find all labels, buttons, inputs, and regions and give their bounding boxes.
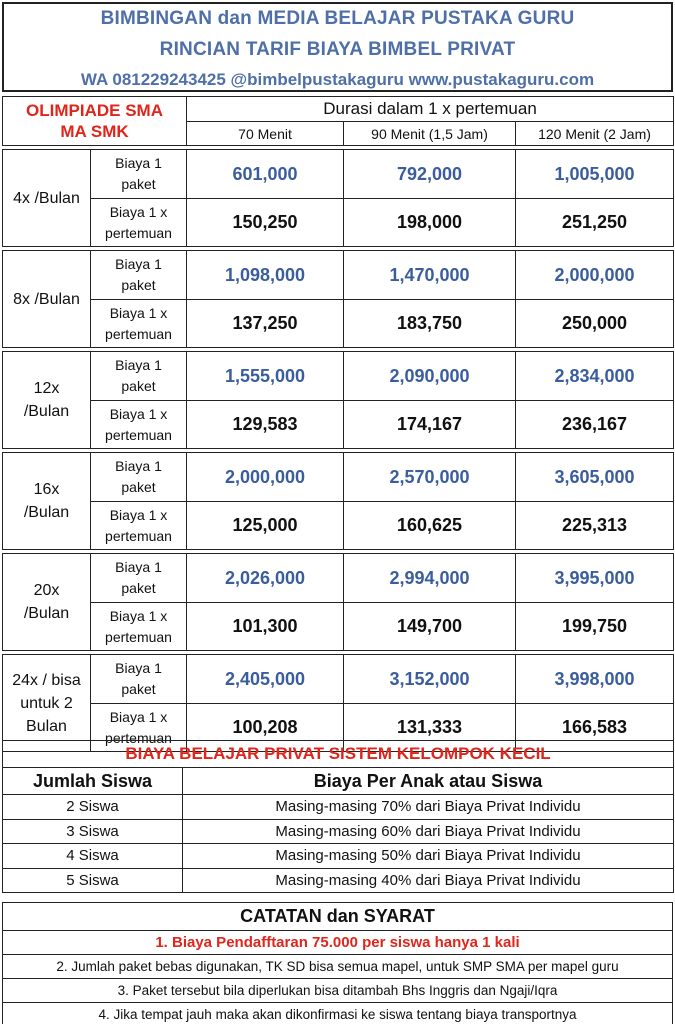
table-row — [3, 251, 674, 300]
session-label-line: Biaya 1 x — [109, 405, 168, 422]
session-label-line: pertemuan — [105, 729, 172, 746]
package-label-line: paket — [121, 277, 156, 293]
session-price: 250,000 — [516, 300, 674, 348]
package-price: 2,994,000 — [344, 554, 516, 603]
session-price: 160,625 — [344, 502, 516, 550]
table-row — [3, 819, 674, 844]
package-cost-label — [91, 352, 187, 401]
table-row — [3, 844, 674, 869]
note-item: 2. Jumlah paket bebas digunakan, TK SD bisa semua mapel, untuk SMP SMA per mapel guru — [3, 955, 673, 979]
table-row — [3, 554, 674, 603]
package-label-line: Biaya 1 — [115, 660, 162, 676]
header-contact: WA 081229243425 @bimbelpustakaguru www.pustakaguru.com — [80, 70, 595, 89]
frequency-label-line: 24x / bisa — [12, 671, 81, 689]
tariff-table — [2, 96, 674, 752]
package-label-line: paket — [121, 176, 156, 192]
group-pricing-table — [2, 740, 674, 893]
frequency-label-line: 20x — [33, 582, 60, 599]
group-cost: Masing-masing 60% dari Biaya Privat Individu — [183, 819, 674, 844]
package-price: 3,152,000 — [344, 655, 516, 704]
session-label-line: Biaya 1 x — [109, 506, 168, 523]
session-label-line: Biaya 1 x — [109, 203, 168, 220]
package-price: 601,000 — [187, 150, 344, 199]
package-label-line: paket — [121, 580, 156, 596]
table-row — [3, 868, 674, 893]
category-line-2: MA SMK — [60, 122, 129, 141]
package-cost-label — [91, 554, 187, 603]
package-label-line: Biaya 1 — [115, 155, 162, 171]
session-label-line: pertemuan — [105, 628, 172, 645]
notes-title: CATATAN dan SYARAT — [3, 903, 673, 931]
group-students: 2 Siswa — [3, 795, 183, 820]
column-70-min: 70 Menit — [187, 122, 344, 146]
session-label-line: pertemuan — [105, 325, 172, 342]
frequency-label-line: 12x — [33, 380, 60, 397]
session-price: 125,000 — [187, 502, 344, 550]
session-price: 251,250 — [516, 199, 674, 247]
note-item: 3. Paket tersebut bila diperlukan bisa ditambah Bhs Inggris dan Ngaji/Iqra — [3, 979, 673, 1003]
frequency-label-line: /Bulan — [23, 605, 70, 622]
table-row — [3, 795, 674, 820]
package-label-line: paket — [121, 378, 156, 394]
frequency-label — [3, 352, 91, 449]
package-price: 1,005,000 — [516, 150, 674, 199]
table-row — [3, 150, 674, 199]
package-cost-label — [91, 251, 187, 300]
note-item: 4. Jika tempat jauh maka akan dikonfirmasi ke siswa tentang biaya transportnya — [3, 1003, 673, 1024]
session-price: 166,583 — [516, 704, 674, 752]
package-label-line: Biaya 1 — [115, 256, 162, 272]
frequency-label-line: /Bulan — [23, 403, 70, 420]
header-subtitle: RINCIAN TARIF BIAYA BIMBEL PRIVAT — [159, 39, 516, 60]
session-price: 225,313 — [516, 502, 674, 550]
package-price: 1,470,000 — [344, 251, 516, 300]
table-row — [3, 655, 674, 704]
session-label-line: Biaya 1 x — [109, 708, 168, 725]
table-row — [3, 453, 674, 502]
table-row — [3, 603, 674, 651]
frequency-label — [3, 554, 91, 651]
session-price: 100,208 — [187, 704, 344, 752]
session-cost-label — [91, 603, 187, 651]
package-price: 2,834,000 — [516, 352, 674, 401]
package-cost-label — [91, 655, 187, 704]
session-label-line: pertemuan — [105, 527, 172, 544]
package-price: 2,570,000 — [344, 453, 516, 502]
session-label-line: Biaya 1 x — [109, 607, 168, 624]
package-label-line: Biaya 1 — [115, 458, 162, 474]
group-col-students: Jumlah Siswa — [3, 768, 183, 795]
frequency-label — [3, 150, 91, 247]
group-students: 3 Siswa — [3, 819, 183, 844]
table-row — [3, 352, 674, 401]
session-price: 199,750 — [516, 603, 674, 651]
session-cost-label — [91, 502, 187, 550]
group-students: 4 Siswa — [3, 844, 183, 869]
package-price: 2,405,000 — [187, 655, 344, 704]
package-cost-label — [91, 150, 187, 199]
session-cost-label — [91, 199, 187, 247]
session-price: 236,167 — [516, 401, 674, 449]
package-price: 1,555,000 — [187, 352, 344, 401]
frequency-label-line: /Bulan — [23, 504, 70, 521]
package-price: 2,090,000 — [344, 352, 516, 401]
table-row — [3, 502, 674, 550]
session-cost-label — [91, 300, 187, 348]
group-cost: Masing-masing 70% dari Biaya Privat Individu — [183, 795, 674, 820]
table-row — [3, 300, 674, 348]
session-label-line: pertemuan — [105, 426, 172, 443]
category-heading — [3, 97, 187, 146]
package-label-line: Biaya 1 — [115, 357, 162, 373]
package-price: 2,000,000 — [187, 453, 344, 502]
frequency-label — [3, 251, 91, 348]
session-price: 174,167 — [344, 401, 516, 449]
package-price: 3,998,000 — [516, 655, 674, 704]
frequency-label-line: Bulan — [26, 717, 67, 735]
frequency-label — [3, 453, 91, 550]
package-price: 2,000,000 — [516, 251, 674, 300]
package-price: 3,995,000 — [516, 554, 674, 603]
session-price: 150,250 — [187, 199, 344, 247]
group-col-cost: Biaya Per Anak atau Siswa — [183, 768, 674, 795]
note-item: 1. Biaya Pendafftaran 75.000 per siswa hanya 1 kali — [3, 931, 673, 955]
package-price: 2,026,000 — [187, 554, 344, 603]
group-students: 5 Siswa — [3, 868, 183, 893]
frequency-label — [3, 655, 91, 752]
duration-heading: Durasi dalam 1 x pertemuan — [187, 97, 674, 122]
group-cost: Masing-masing 40% dari Biaya Privat Individu — [183, 868, 674, 893]
session-label-line: pertemuan — [105, 224, 172, 241]
package-price: 3,605,000 — [516, 453, 674, 502]
session-label-line: Biaya 1 x — [109, 304, 168, 321]
session-price: 101,300 — [187, 603, 344, 651]
package-label-line: paket — [121, 479, 156, 495]
session-price: 183,750 — [344, 300, 516, 348]
package-price: 1,098,000 — [187, 251, 344, 300]
frequency-label-line: 4x /Bulan — [13, 189, 80, 207]
package-cost-label — [91, 453, 187, 502]
group-title: BIAYA BELAJAR PRIVAT SISTEM KELOMPOK KECIL — [3, 741, 674, 768]
package-price: 792,000 — [344, 150, 516, 199]
frequency-label-line: untuk 2 — [20, 694, 73, 712]
table-row — [3, 199, 674, 247]
session-price: 149,700 — [344, 603, 516, 651]
session-price: 137,250 — [187, 300, 344, 348]
package-label-line: paket — [121, 681, 156, 697]
session-price: 129,583 — [187, 401, 344, 449]
column-90-min: 90 Menit (1,5 Jam) — [344, 122, 516, 146]
header-title: BIMBINGAN dan MEDIA BELAJAR PUSTAKA GURU — [100, 8, 575, 29]
session-price: 131,333 — [344, 704, 516, 752]
notes-table — [2, 902, 673, 1024]
category-line-1: OLIMPIADE SMA — [26, 101, 163, 120]
session-price: 198,000 — [344, 199, 516, 247]
column-120-min: 120 Menit (2 Jam) — [516, 122, 674, 146]
group-cost: Masing-masing 50% dari Biaya Privat Individu — [183, 844, 674, 869]
table-row — [3, 401, 674, 449]
frequency-label-line: 16x — [33, 481, 60, 498]
header-box — [2, 2, 673, 92]
frequency-label-line: 8x /Bulan — [13, 290, 80, 308]
package-label-line: Biaya 1 — [115, 559, 162, 575]
session-cost-label — [91, 401, 187, 449]
